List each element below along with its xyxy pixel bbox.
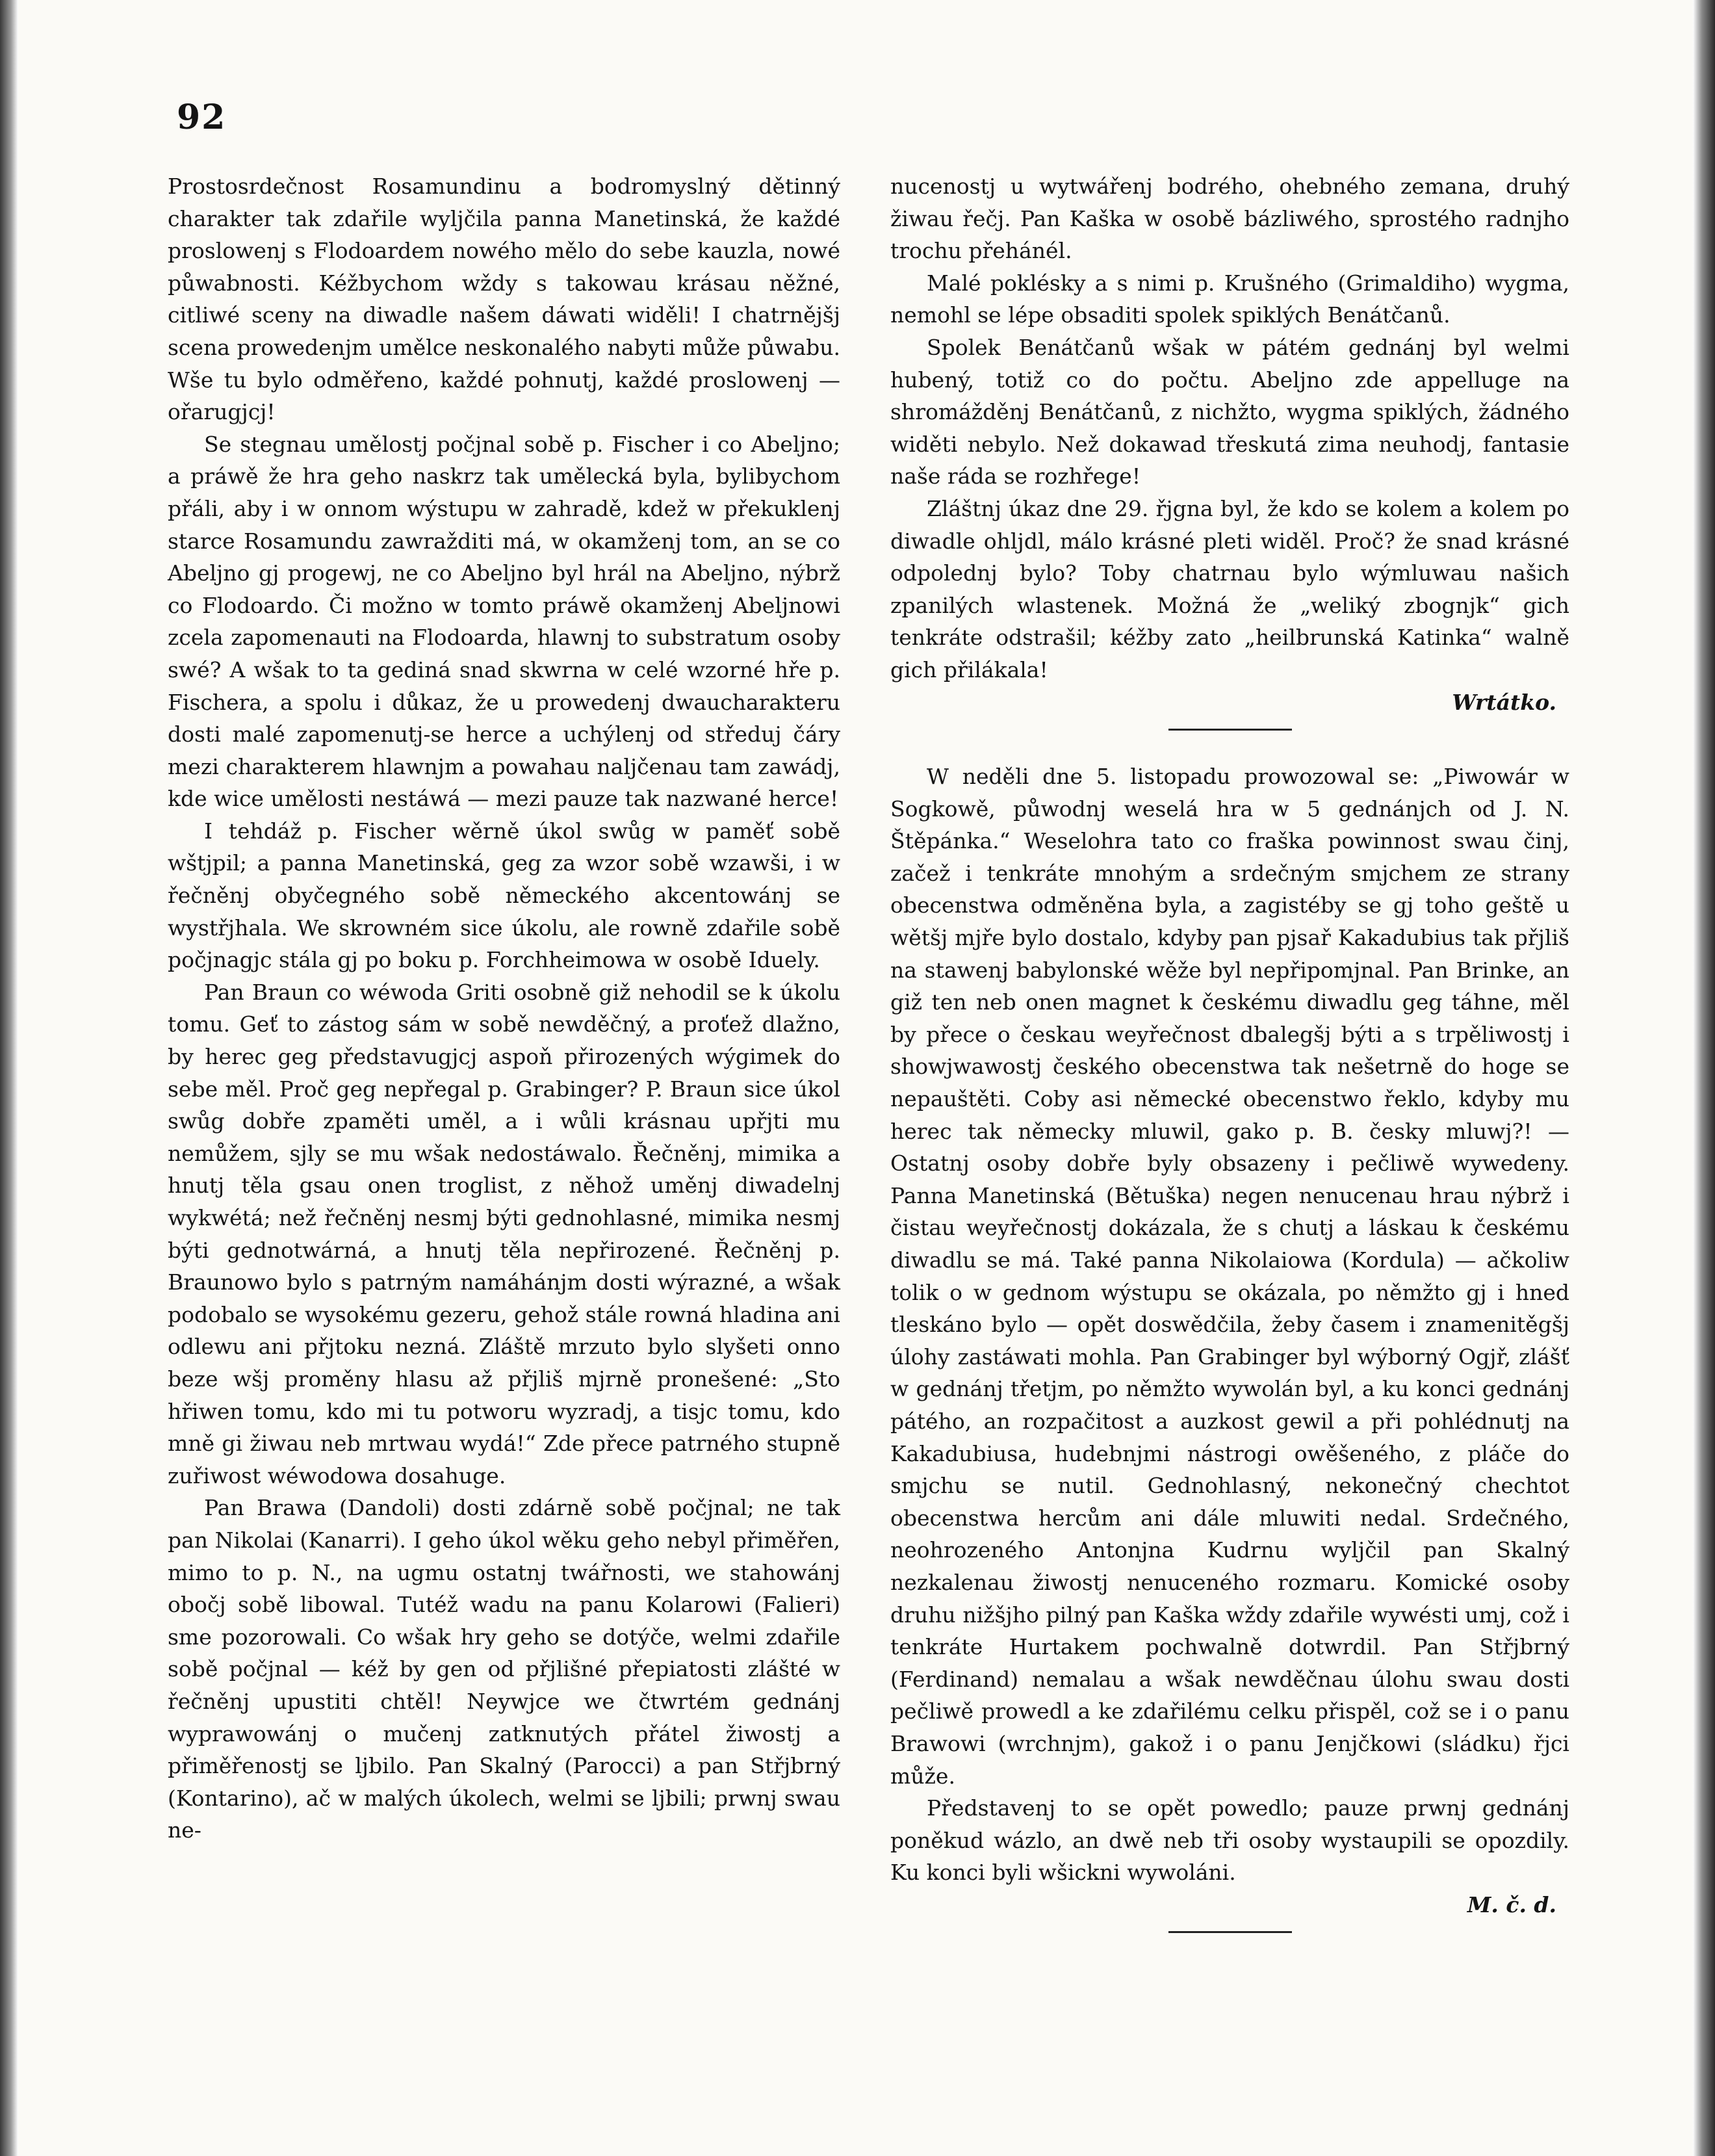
page-number: 92 xyxy=(177,97,227,137)
paragraph: Prostosrdečnost Rosamundinu a bodromyslný dětinný charakter tak zdařile wyljčila panna Manetinská, že každé proslowenj s Flodoardem nowého mělo do sebe kauzla, nowé půwabnosti. Kéžbychom wždy s takowau krásau něžné, citliwé sceny na diwadle našem dáwati widěli! I chatrnějšj scena prowedenjm umělce neskonalého nabyti může půwabu. Wše tu bylo odměřeno, každé pohnutj, každé proslowenj — ořarugjcj! xyxy=(168,174,840,425)
section-divider xyxy=(1168,729,1292,731)
paragraph: Pan Braun co wéwoda Griti osobně giž nehodil se k úkolu tomu. Geť to zástog sám w sobě newděčný, a proťež dlažno, by herec geg představugjcj aspoň přirozených wýgimek do sebe měl. Proč geg nepřegal p. Grabinger? P. Braun sice úkol swůg dobře zpaměti uměl, a i wůli krásnau upřjti mu nemůžem, sjly se mu wšak nedostáwalo. Řečněnj, mimika a hnutj těla gsau onen troglist, z něhož uměnj diwadelnj wykwétá; než řečněnj nesmj býti gednohlasné, mimika nesmj býti gednotwárná, a hnutj těla nepřirozené. Řečněnj p. Braunowo bylo s patrným namáhánjm dosti wýrazné, a wšak podobalo se wysokému gezeru, gehož stále rowná hladina ani odlewu ani přjtoku nezná. Zláště mrzuto bylo slyšeti onno beze wšj proměny hlasu až přjliš mjrně pronešené: „Sto hřiwen tomu, kdo mi tu potworu wyzradj, a tisjc tomu, kdo mně gi žiwau neb mrtwau wydá!“ Zde přece patrného stupně zuřiwost wéwodowa dosahuge. xyxy=(168,979,840,1488)
section-divider xyxy=(1168,1931,1292,1933)
paragraph: W neděli dne 5. listopadu prowozowal se: „Piwowár w Sogkowě, půwodnj weselá hra w 5 gednánjch od J. N. Štěpánka.“ Weselohra tato co fraška powinnost swau činj, začež i tenkráte mnohým a srdečným smjchem ze strany obecenstwa odměněna byla, a zagistéby se gj toho geště u wětšj mjře bylo dostalo, kdyby pan pjsař Kakadubius tak přjliš na stawenj babylonské wěže byl nepřipomjnal. Pan Brinke, an giž ten neb onen magnet k českému diwadlu geg táhne, měl by přece o českau weyřečnost dbalegšj býti a s trpěliwostj i showjwawostj českého obecenstwa tak nešetrně do hoge se nepauštěti. Coby asi německé obecenstwo řeklo, kdyby mu herec tak německy mluwil, gako p. B. česky mluwj?! — Ostatnj osoby dobře byly obsazeny i pečliwě wywedeny. Panna Manetinská (Bětuška) negen nenucenau hrau nýbrž i čistau weyřečnostj dokázala, že s chutj a láskau k českému diwadlu se má. Také panna Nikolaiowa (Kordula) — ačkoliw tolik o w gednom wýstupu se okázala, po němžto gj i hned tleskáno bylo — opět doswědčila, žeby časem i znamenitěgšj úlohy zastáwati mohla. Pan Grabinger byl wýborný Ogjř, zlášť w gednánj třetjm, po němžto wywolán byl, a ku konci gednánj pátého, an rozpačitost a auzkost gewil a při pohlédnutj na Kakadubiusa, hudebnjmi nástrogi owěšeného, z pláče do smjchu se nutil. Gednohlasný, nekonečný chechtot obecenstwa hercům ani dále mluwiti nedal. Srdečného, neohrozeného Antonjna Kudrnu wyljčil pan Skalný nezkalenau žiwostj nenuceného rozmaru. Komické osoby druhu nižšjho pilný pan Kaška wždy zdařile wywésti umj, což i tenkráte Hurtakem pochwalně dotwrdil. Pan Střjbrný (Ferdinand) nemalau a wšak newděčnau úlohu swau dosti pečliwě prowedl a ke zdařilému celku přispěl, což se i o panu Brawowi (wrchnjm), gakož i o panu Jenjčkowi (sládku) řjci může. xyxy=(890,764,1569,1789)
paragraph: Pan Brawa (Dandoli) dosti zdárně sobě počjnal; ne tak pan Nikolai (Kanarri). I geho úkol wěku geho nebyl přiměřen, mimo to p. N., na ugmu ostatnj twářnosti, we stahowánj obočj sobě libowal. Tutéž wadu na panu Kolarowi (Falieri) sme pozorowali. Co wšak hry geho se dotýče, welmi zdařile sobě počjnal — kéž by gen od přjlišné přepiatosti zlášté w řečněnj upustiti chtěl! Neywjce we čtwrtém gednánj wyprawowánj o mučenj zatknutých přátel žiwostj a přiměřenostj se ljbilo. Pan Skalný (Parocci) a pan Střjbrný (Kontarino), ač w malých úkolech, welmi se ljbili; prwnj swau ne- xyxy=(168,1495,840,1843)
paragraph: Malé poklésky a s nimi p. Krušného (Grimaldiho) wygma, nemohl se lépe obsaditi spolek spiklých Benátčanů. xyxy=(890,270,1569,328)
left-column xyxy=(168,170,840,1847)
signature: M. č. d. xyxy=(1467,1891,1556,1917)
paragraph: Zláštnj úkaz dne 29. řjgna byl, že kdo se kolem a kolem po diwadle ohljdl, málo krásné pleti widěl. Proč? že snad krásné odpolednj bylo? Toby chatrnau bylo wýmluwau našich zpanilých wlastenek. Možná že „weliký zbognjk“ gich tenkráte odstrašil; kéžby zato „heilbrunská Katinka“ walně gich přilákala! xyxy=(890,495,1569,682)
paragraph: nucenostj u wytwářenj bodrého, ohebného zemana, druhý žiwau řečj. Pan Kaška w osobě bázliwého, sprostého radnjho trochu přehánél. xyxy=(890,174,1569,264)
paragraph: Představenj to se opět powedlo; pauze prwnj gednánj poněkud wázlo, an dwě neb tři osoby wystaupili se opozdily. Ku konci byli wšickni wywoláni. xyxy=(890,1795,1569,1886)
signature: Wrtátko. xyxy=(1452,689,1556,715)
paragraph: I tehdáž p. Fischer wěrně úkol swůg w paměť sobě wštjpil; a panna Manetinská, geg za wzor sobě wzawši, i w řečněnj obyčegného sobě německého akcentowánj se wystřjhala. We skrowném sice úkolu, ale rowně zdařile sobě počjnagjc stála gj po boku p. Forchheimowa w osobě Iduely. xyxy=(168,818,840,973)
paragraph: Spolek Benátčanů wšak w pátém gednánj byl welmi hubený, totiž co do počtu. Abeljno zde appelluge na shromážděnj Benátčanů, z nichžto, wygma spiklých, žádného widěti nebylo. Než dokawad třeskutá zima neuhodj, fantasie naše ráda se rozhřege! xyxy=(890,334,1569,489)
scan-edge-right xyxy=(1693,0,1715,2156)
paragraph: Se stegnau umělostj počjnal sobě p. Fischer i co Abeljno; a práwě že hra geho naskrz tak umělecká byla, bylibychom přáli, aby i w onnom wýstupu w zahradě, kdež w překuklenj starce Rosamundu zawražditi má, w okamženj tom, an se co Abeljno gj progewj, ne co Abeljno byl hrál na Abeljno, nýbrž co Flodoardo. Či možno w tomto práwě okamženj Abeljnowi zcela zapomenauti na Flodoarda, hlawnj to substratum osoby swé? A wšak to ta gediná snad skwrna w celé wzorné hře p. Fischera, a spolu i důkaz, že u prowedenj dwaucharakteru dosti malé zapomenutj-se herce a uchýlenj od středuj čáry mezi charakterem hlawnjm a powahau naljčenau tam zawádj, kde wice umělosti nestáwá — mezi pauze tak nazwané herce! xyxy=(168,431,840,812)
right-column xyxy=(890,170,1569,1933)
scan-edge-left xyxy=(0,0,18,2156)
